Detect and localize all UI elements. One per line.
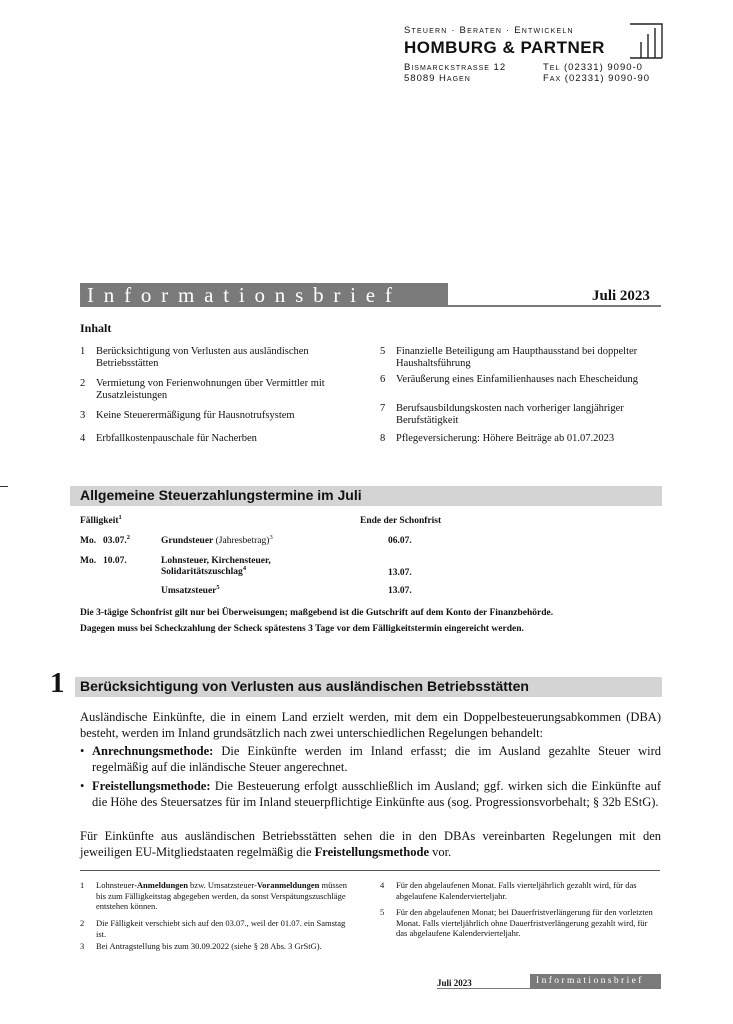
footnote [380,880,660,901]
toc-item-label: Vermietung von Ferienwohnungen über Vermittler mit Zusatzleistungen [96,378,325,401]
due-date: 03.07.$^2$ [103,533,130,546]
banner-rule [448,305,661,307]
toc-item-number: 4 [80,433,86,444]
toc-item-label: Berufsausbildungskosten nach vorheriger langjähriger Berufstätigkeit [396,403,624,426]
bullet-freistellung [80,778,661,810]
section-title: Berücksichtigung von Verlusten aus ausländischen Betriebsstätten [80,678,529,694]
footnote [80,941,370,952]
toc-item[interactable] [380,374,645,386]
toc-item[interactable] [80,346,350,370]
footnote-number: 2 [80,918,85,928]
toc-item-number: 8 [380,433,386,444]
toc-item-label: Pflegeversicherung: Höhere Beiträge ab 01.07.2023 [396,433,615,444]
grace-end: 06.07. [388,536,412,546]
footer-date: Juli 2023 [437,978,472,988]
toc-item-label: Finanzielle Beteiligung am Haupthausstand bei doppelter Haushaltsführung [396,346,638,369]
firm-tagline: Steuern · Beraten · Entwickeln [404,25,574,36]
tax-type-line2: Solidaritätszuschlag$^4$ [161,564,247,577]
footnote-text: Für den abgelaufenen Monat; bei Dauerfristverlängerung für den vorletzten Monat. Falls vierteljährlich ohne Dauerfristverlängerung gezahlt wird, für das abgelaufene Kalendervierteljahr. [396,907,653,938]
firm-city: 58089 Hagen [404,73,471,84]
footnote-text: Die Fälligkeit verschiebt sich auf den 03.07., weil der 01.07. ein Samstag ist. [96,918,346,939]
section-number: 1 [50,667,65,699]
firm-address [404,62,506,84]
firm-name: HOMBURG & PARTNER [404,38,605,57]
footnote-number: 4 [380,880,385,890]
footnote-rule [80,870,660,871]
due-day: Mo. [80,536,97,546]
toc-item[interactable] [380,346,645,370]
toc-item-label: Erbfallkostenpauschale für Nacherben [96,433,257,444]
toc-item-number: 3 [80,410,86,421]
toc-item-number: 2 [80,378,86,389]
footnote [80,918,355,939]
toc-item[interactable] [80,410,350,422]
toc-item[interactable] [380,433,645,445]
firm-street: Bismarckstrasse 12 [404,62,507,73]
bullet-icon: • [80,744,85,758]
footer-banner: Informationsbrief [530,974,661,988]
bullet-icon: • [80,779,85,793]
toc-item[interactable] [80,378,350,402]
toc-heading: Inhalt [80,321,112,335]
toc-item-number: 7 [380,403,386,414]
fold-mark [0,486,8,487]
footnote [380,907,660,939]
due-day: Mo. [80,556,97,566]
bullet-text: Anrechnungsmethode: Die Einkünfte werden im Inland erfasst; die im Ausland gezahlte Steuer wird regelmäßig auf die inländische Steuer angerechnet. [92,744,661,774]
tax-type-line1: Lohnsteuer, Kirchensteuer, [161,556,271,566]
footer-rule [437,988,661,989]
firm-logo-icon [628,22,664,60]
grace-end: 13.07. [388,586,412,596]
toc-item-label: Veräußerung eines Einfamilienhauses nach Ehescheidung [396,374,638,385]
toc-item[interactable] [80,433,350,445]
toc-item-number: 1 [80,346,86,357]
firm-tel: Tel (02331) 9090-0 [543,62,643,73]
newsletter-banner: Informationsbrief [80,283,448,307]
grace-notice-line2: Dagegen muss bei Scheckzahlung der Scheck spätestens 3 Tage vor dem Fälligkeitstermin eingereicht werden. [80,624,524,634]
footnote-text: Bei Antragstellung bis zum 30.09.2022 (siehe § 28 Abs. 3 GrStG). [96,941,322,951]
footnote-number: 5 [380,907,385,917]
footnote-number: 1 [80,880,85,890]
tax-type: Grundsteuer (Jahresbetrag)$^3$ [161,533,273,546]
toc-item-label: Keine Steuerermäßigung für Hausnotrufsystem [96,410,295,421]
firm-fax: Fax (02331) 9090-90 [543,73,651,84]
footnote [80,880,355,912]
bullet-text: Freistellungsmethode: Die Besteuerung erfolgt ausschließlich im Ausland; ggf. wirken sich die Einkünfte auf die Höhe des Steuersatzes für im Inland steuerpflichtige Einkünfte aus (sog. Progressionsvorbehalt; § 32b EStG). [92,779,661,809]
toc-item-number: 6 [380,374,386,385]
firm-contact [543,62,650,84]
toc-item-number: 5 [380,346,386,357]
grace-end: 13.07. [388,568,412,578]
tax-type: Umsatzsteuer$^5$ [161,583,220,596]
section-outro: Für Einkünfte aus ausländischen Betriebsstätten sehen die in den DBAs vereinbarten Regelungen mit den jeweiligen EU-Mitgliedstaaten regelmäßig die Freistellungsmethode vor. [80,829,661,859]
due-date: 10.07. [103,556,127,566]
issue-date: Juli 2023 [592,288,650,304]
grace-notice-line1: Die 3-tägige Schonfrist gilt nur bei Überweisungen; maßgebend ist die Gutschrift auf dem Konto der Finanzbehörde. [80,608,554,618]
footnote-text: Für den abgelaufenen Monat. Falls vierteljährlich gezahlt wird, für das abgelaufene Kalendervierteljahr. [396,880,637,901]
toc-item[interactable] [380,403,645,427]
bullet-anrechnung [80,743,661,775]
footnote-text: Lohnsteuer-Anmeldungen bzw. Umsatzsteuer-Voranmeldungen müssen bis zum Fälligkeitstag abgegeben werden, da sonst Verspätungszuschläge entstehen können. [96,880,347,911]
toc-item-label: Berücksichtigung von Verlusten aus ausländischen Betriebsstätten [96,346,309,369]
tax-dates-title: Allgemeine Steuerzahlungstermine im Juli [80,487,362,503]
section-intro: Ausländische Einkünfte, die in einem Land erzielt werden, mit dem ein Doppelbesteuerungsabkommen (DBA) besteht, werden im Inland grundsätzlich nach zwei unterschiedlichen Regelungen behandelt: [80,710,661,740]
col-due-header: Fälligkeit$^1$ [80,513,122,526]
footnote-number: 3 [80,941,85,951]
col-end-header: Ende der Schonfrist [360,516,442,526]
